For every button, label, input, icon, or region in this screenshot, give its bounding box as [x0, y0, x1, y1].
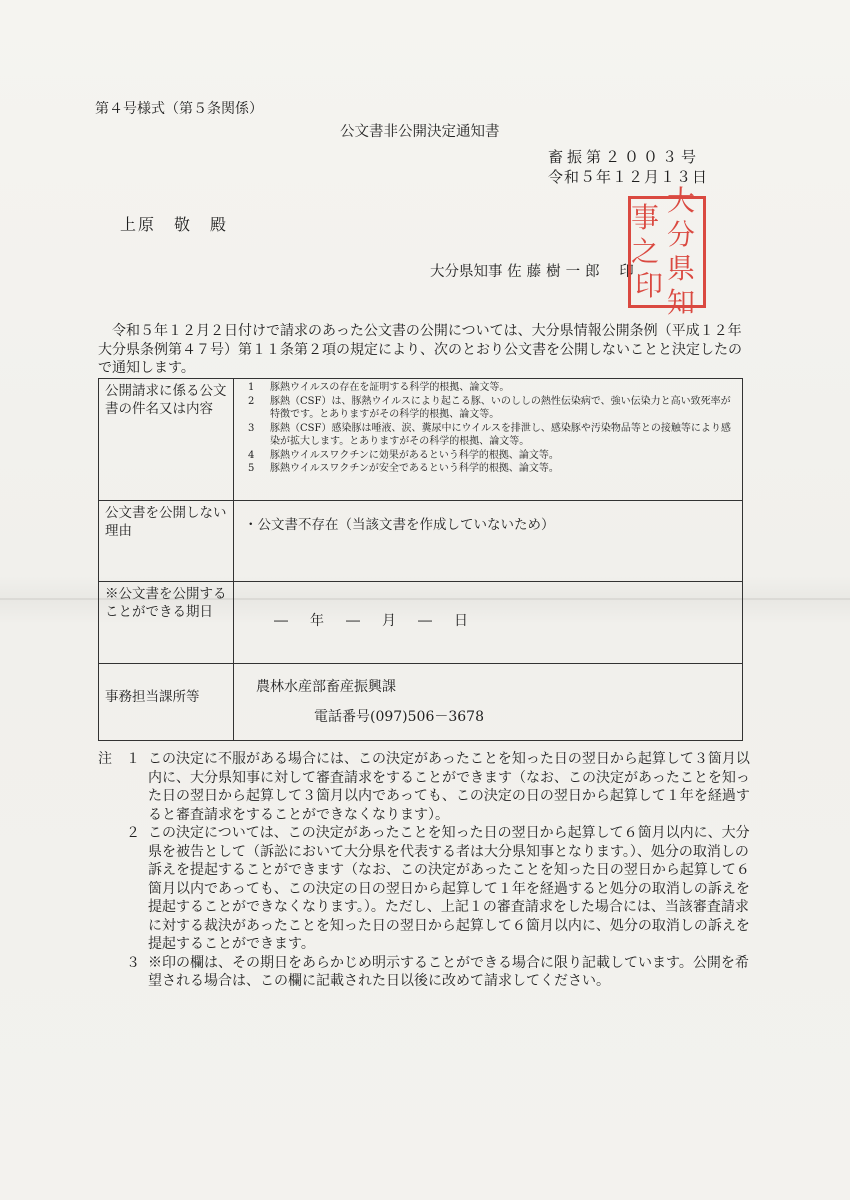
request-item-number: 5 — [248, 463, 255, 474]
row-label: 事務担当課所等 — [99, 664, 234, 741]
department-name: 農林水産部畜産振興課 — [256, 679, 396, 695]
seal-mark: 印 — [619, 264, 634, 280]
request-item-text: 豚熱（CSF）感染豚は唾液、涙、糞尿中にウイルスを排泄し、感染豚や汚染物品等との接触等により感染が拡大します。とありますがその科学的根拠、論文等。 — [270, 422, 731, 447]
request-content-cell — [234, 379, 743, 501]
seal-glyph: 印 — [634, 269, 663, 302]
row-label: ※公文書を公開することができる期日 — [99, 582, 234, 664]
request-item-text: 豚熱ウイルスの存在を証明する科学的根拠、論文等。 — [270, 382, 510, 393]
request-item — [248, 449, 732, 463]
request-item-text: 豚熱ウイルスワクチンに効果があるという科学的根拠、論文等。 — [270, 449, 559, 461]
request-item-number: 4 — [248, 449, 255, 461]
note-number: １ — [126, 751, 140, 767]
table-row — [99, 501, 743, 582]
disclosure-date-cell — [234, 582, 743, 664]
table-row — [99, 379, 743, 501]
note-mark — [98, 954, 126, 991]
seal-glyph: 県知 — [667, 252, 696, 319]
official-seal — [628, 184, 706, 319]
row-label: 公開請求に係る公文書の件名又は内容 — [99, 379, 234, 501]
note-number: ３ — [126, 954, 140, 971]
decision-table — [98, 378, 743, 741]
note-item — [98, 824, 758, 954]
reason-cell — [234, 501, 743, 582]
request-item — [248, 462, 732, 476]
document-date: 令和５年１２月１３日 — [548, 168, 709, 186]
sender-name: 佐藤樹一郎 — [507, 264, 605, 280]
note-mark: 注 — [98, 751, 112, 767]
document-number: 畜振第２００３号 — [548, 148, 701, 166]
disclosure-date: ― 年 ― 月 ― 日 — [274, 613, 472, 629]
reason-text: ・公文書不存在（当該文書を作成していないため） — [244, 517, 555, 533]
table-row — [99, 582, 743, 664]
request-items-list — [234, 379, 742, 476]
body-paragraph: 令和５年１２月２日付けで請求のあった公文書の公開については、大分県情報公開条例（平成１２年大分県条例第４７号）第１１条第２項の規定により、次のとおり公文書を公開しないことと決定したので通知します。 — [98, 323, 742, 376]
note-text: この決定に不服がある場合には、この決定があったことを知った日の翌日から起算して３箇月以内に、大分県知事に対して審査請求をすることができます（なお、この決定があったことを知った日の翌日から起算して３箇月以内であっても、この決定の日の翌日から起算して１年を経過すると審査請求をすることができなくなります）。 — [148, 751, 750, 823]
request-item — [248, 395, 732, 422]
note-number: ２ — [126, 825, 140, 841]
row-label: 公文書を公開しない理由 — [99, 501, 234, 582]
seal-glyph: 大分 — [667, 184, 696, 251]
request-item-text: 豚熱ウイルスワクチンが安全であるという科学的根拠、論文等。 — [270, 463, 559, 474]
note-mark — [98, 824, 126, 954]
note-text: ※印の欄は、その期日をあらかじめ明示することができる場合に限り記載しています。公開を希望される場合は、この欄に記載された日以後に改めて請求してください。 — [148, 954, 749, 989]
seal-column — [631, 201, 667, 303]
notes-section — [98, 750, 758, 991]
note-item — [98, 750, 758, 824]
request-item-number: 3 — [248, 422, 255, 434]
department-cell — [234, 664, 743, 741]
note-item — [98, 954, 758, 991]
request-item-number: 2 — [248, 395, 255, 407]
note-text: この決定については、この決定があったことを知った日の翌日から起算して６箇月以内に、大分県を被告として（訴訟において大分県を代表する者は大分県知事となります。）、処分の取消しの訴えを提起することができます（なお、この決定があったことを知った日の翌日から起算して６箇月以内であっても、この決定の日の翌日から起算して１年を経過すると処分の取消しの訴えを提起することができなくなります。）。ただし、上記１の審査請求をした場合には、当該審査請求に対する裁決があったことを知った日の翌日から起算して６箇月以内に、処分の取消しの訴えを提起することができます。 — [148, 825, 750, 952]
document-title: 公文書非公開決定通知書 — [340, 124, 500, 140]
request-item — [248, 422, 732, 449]
request-item — [248, 381, 732, 395]
seal-glyph: 事之 — [631, 201, 660, 268]
addressee: 上原 敬 殿 — [120, 215, 229, 234]
form-label: 第４号様式（第５条関係） — [95, 101, 263, 117]
request-item-text: 豚熱（CSF）は、豚熱ウイルスにより起こる豚、いのししの熱性伝染病で、強い伝染力と高い致死率が特徴です。とありますがその科学的根拠、論文等。 — [270, 395, 731, 420]
phone-number: 電話番号(097)506－3678 — [314, 709, 484, 725]
seal-column — [667, 184, 703, 320]
sender — [430, 260, 634, 281]
sender-title: 大分県知事 — [430, 264, 503, 280]
request-item-number: 1 — [248, 382, 255, 393]
table-row — [99, 664, 743, 741]
